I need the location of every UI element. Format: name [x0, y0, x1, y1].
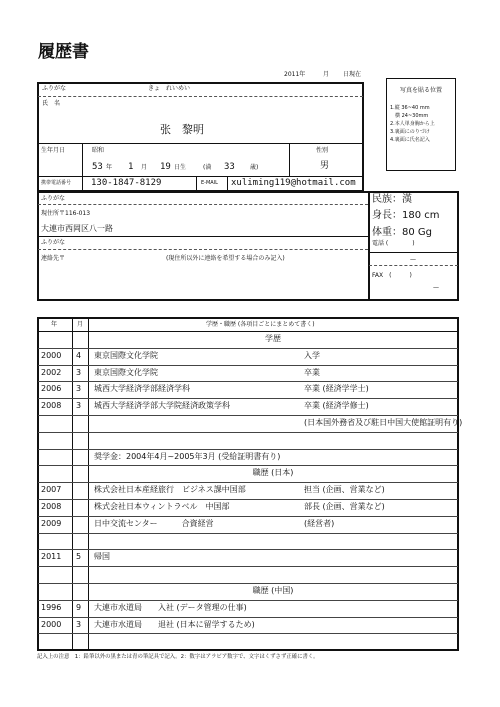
birth-month-unit: 月 — [141, 164, 148, 171]
fax-dash: — — [433, 284, 439, 291]
row-divider — [38, 633, 458, 634]
current-address-label: 現住所〒116-013 — [41, 210, 91, 217]
divider — [227, 176, 228, 191]
divider — [196, 176, 197, 191]
divider — [369, 265, 458, 266]
row-year: 2007 — [41, 485, 62, 494]
photo-line-1: 1.縦 36~40 mm — [390, 105, 430, 111]
row-divider — [38, 499, 458, 500]
date-day: 日現在 — [343, 71, 362, 78]
row-divider — [38, 415, 458, 416]
divider — [38, 176, 363, 177]
era: 昭和 — [92, 147, 105, 154]
row-note: 卒業 (経済学修士) — [304, 401, 369, 410]
row-text: 大連市水道局 入社 (データ管理の仕事) — [94, 603, 247, 612]
row-divider — [38, 516, 458, 517]
footer-note: 記入上の注意 1：鉛筆以外の黒または青の筆記具で記入。2：数字はアラビア数字で、文字はくずさず正確に書く。 — [37, 654, 319, 660]
row-year: 2000 — [41, 620, 62, 629]
row-text: 東京国際文化学院 — [94, 351, 158, 360]
row-note: 卒業 (経済学学士) — [304, 384, 369, 393]
row-divider — [38, 533, 458, 534]
row-note: 入学 — [304, 351, 320, 360]
row-text: 大連市水道局 退社 (日本に留学するため) — [94, 620, 255, 629]
row-divider — [38, 482, 458, 483]
row-divider — [38, 381, 458, 382]
tel-label: 電話 ( ) — [372, 240, 415, 247]
row-year: 2009 — [41, 519, 62, 528]
tel-dash: — — [410, 256, 416, 263]
row-text: 城西大学経済学部経済学科 — [94, 384, 190, 393]
row-note: (日本国外務省及び駐日中国大使館証明有り) — [304, 418, 463, 427]
birth-year: 53 — [92, 162, 103, 172]
weight: 体重：80 Gg — [372, 227, 432, 238]
row-divider — [38, 583, 458, 584]
row-note: (経営者) — [304, 519, 335, 528]
divider — [369, 252, 458, 253]
row-text: 城西大学経済学部大学院経済政策学科 — [94, 401, 230, 410]
col-year-header: 年 — [51, 321, 58, 328]
photo-title: 写真を貼る位置 — [399, 87, 442, 94]
name-label: 氏 名 — [42, 100, 61, 107]
row-divider — [38, 348, 458, 349]
row-text: 奨学金：2004年4月~2005年3月 (受給証明書有り) — [94, 452, 281, 461]
email-label: E-MAIL — [201, 180, 218, 186]
date-year: 2011年 — [284, 71, 306, 78]
row-divider — [38, 365, 458, 366]
birth-year-unit: 年 — [106, 164, 113, 171]
row-year: 2008 — [41, 502, 62, 511]
row-month: 3 — [76, 401, 82, 410]
row-note: 担当 (企画、営業など) — [304, 485, 385, 494]
row-text: 東京国際文化学院 — [94, 368, 158, 377]
contact-note: (現住所以外に連絡を希望する場合のみ記入) — [166, 255, 285, 262]
row-year: 1996 — [41, 603, 62, 612]
row-text: 帰国 — [94, 552, 110, 561]
row-divider — [38, 549, 458, 550]
row-text: 日中交流センター 合資経営 — [94, 519, 214, 528]
divider — [38, 331, 458, 332]
birth-day: 19 — [160, 162, 171, 172]
row-year: 2000 — [41, 351, 62, 360]
age-close: 歳) — [250, 164, 259, 171]
row-note: 部長 (企画、営業など) — [304, 502, 385, 511]
divider — [38, 236, 368, 237]
row-year: 2006 — [41, 384, 62, 393]
row-section-heading: 職歴 (中国) — [252, 586, 294, 595]
furigana-value: きょ れいめい — [148, 85, 191, 92]
gender-label: 性別 — [316, 147, 329, 154]
divider — [38, 249, 368, 250]
divider — [289, 143, 290, 176]
current-address-value: 大連市西岡区八一路 — [41, 224, 113, 233]
row-divider — [38, 432, 458, 433]
divider — [368, 192, 370, 300]
row-divider — [38, 465, 458, 466]
row-note: 卒業 — [304, 368, 320, 377]
row-text: 株式会社日本産経旅行 ビジネス課中国部 — [94, 485, 246, 494]
age-open: (満 — [203, 164, 212, 171]
row-divider — [38, 566, 458, 567]
photo-line-3: 2.本人単身胸から上 — [390, 121, 435, 127]
row-month: 3 — [76, 384, 82, 393]
row-year: 2008 — [41, 401, 62, 410]
row-month: 3 — [76, 620, 82, 629]
col-content-header: 学歴・職歴 (各項目ごとにまとめて書く) — [206, 321, 315, 328]
birth-month: 1 — [128, 162, 134, 172]
page-title: 履歴書 — [38, 42, 89, 62]
divider — [38, 204, 368, 205]
photo-line-5: 4.裏面に氏名記入 — [390, 137, 430, 143]
row-divider — [38, 617, 458, 618]
row-year: 2002 — [41, 368, 62, 377]
col-month-header: 月 — [77, 321, 84, 328]
photo-line-4: 3.裏面にのりづけ — [390, 129, 430, 135]
row-month: 3 — [76, 368, 82, 377]
row-divider — [38, 449, 458, 450]
address-furigana-label: ふりがな — [41, 195, 66, 202]
phone-value: 130-1847-8129 — [91, 178, 162, 188]
email-value: xuliming119@hotmail.com — [231, 178, 356, 188]
row-text: 株式会社日本ウィントラベル 中国部 — [94, 502, 230, 511]
contact-furigana-label: ふりがな — [41, 239, 66, 246]
row-month: 9 — [76, 603, 82, 612]
date-month: 月 — [323, 71, 330, 78]
birth-label: 生年月日 — [41, 147, 66, 154]
row-divider — [38, 600, 458, 601]
gender-value: 男 — [320, 161, 330, 171]
furigana-label: ふりがな — [42, 85, 67, 92]
row-month: 4 — [76, 351, 82, 360]
divider — [38, 143, 363, 144]
ethnicity: 民族：漢 — [372, 194, 412, 205]
name-value: 张 黎明 — [160, 123, 204, 136]
divider — [38, 96, 363, 97]
birth-day-unit: 日生 — [174, 164, 187, 171]
divider — [82, 143, 83, 191]
photo-line-2: 横 24~30mm — [390, 113, 429, 119]
row-month: 5 — [76, 552, 82, 561]
fax-label: FAX ( ) — [372, 272, 412, 279]
height: 身長：180 cm — [372, 210, 440, 221]
row-year: 2011 — [41, 552, 62, 561]
row-divider — [38, 398, 458, 399]
row-section-heading: 職歴 (日本) — [252, 468, 294, 477]
age-value: 33 — [224, 162, 235, 172]
row-section-heading: 学歴 — [265, 334, 281, 343]
contact-label: 連絡先〒 — [41, 255, 66, 262]
phone-label: 携帯電話番号 — [41, 180, 72, 186]
